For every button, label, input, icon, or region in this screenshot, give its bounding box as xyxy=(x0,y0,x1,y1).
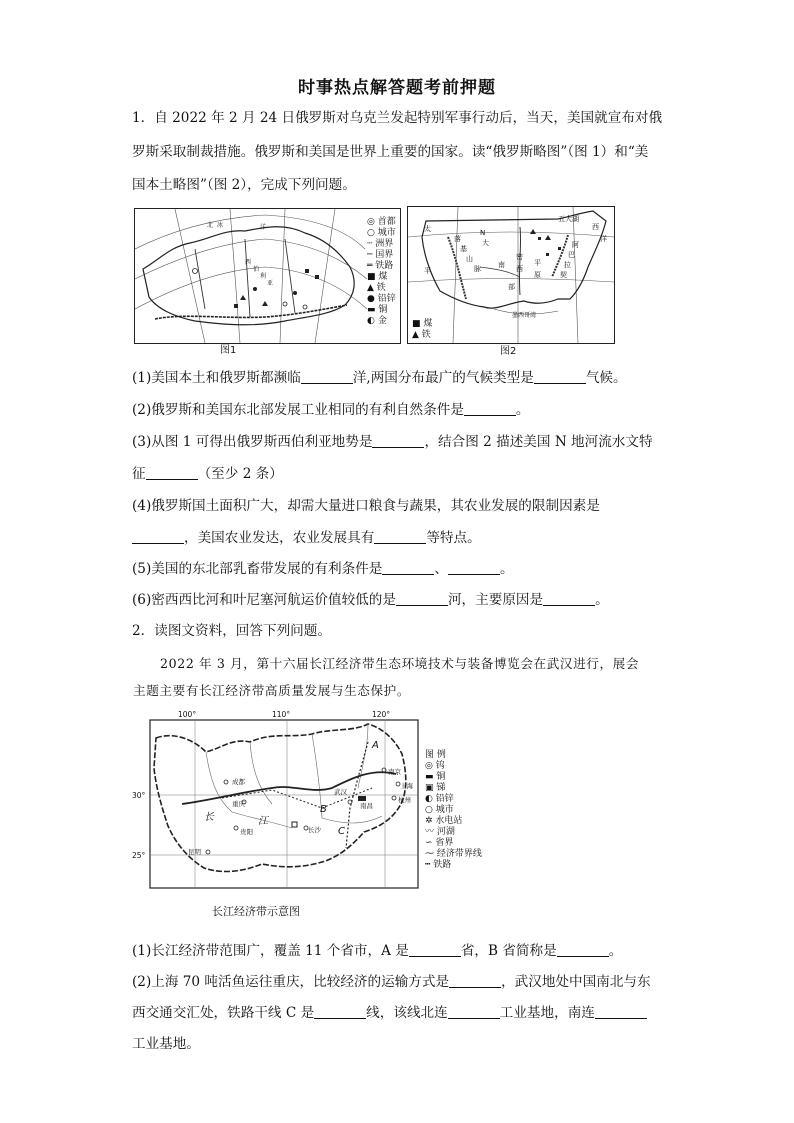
city-chengdu: 成都 xyxy=(232,778,245,786)
label-mi: 密 xyxy=(516,253,523,261)
blank xyxy=(409,942,461,957)
blank xyxy=(557,942,609,957)
label-ji: 基 xyxy=(460,245,467,253)
label-b: B xyxy=(320,804,327,815)
legend-railway: ═ 铁路 xyxy=(367,261,394,271)
lat-30: 30° xyxy=(132,791,146,800)
label-xi2: 西 xyxy=(516,265,523,273)
russia-map xyxy=(134,208,401,344)
q2-line1: 2．读图文资料，回答下列问题。 xyxy=(132,623,331,639)
city-nanjing: 南京 xyxy=(388,768,401,776)
svg-text:伯: 伯 xyxy=(253,266,260,273)
label-nan: 南 xyxy=(498,261,505,269)
q2-sub1: (1)长江经济带范围广，覆盖 11 个省市，A 是 省，B 省简称是 。 xyxy=(132,943,623,959)
label-luo: 落 xyxy=(454,235,461,243)
label-jiang: 江 xyxy=(258,816,268,827)
label-yuan: 原 xyxy=(534,271,541,279)
label-shan: 山 xyxy=(466,255,473,263)
blank xyxy=(146,465,198,480)
city-chongqing: 重庆 xyxy=(232,800,245,808)
russia-map-drawing xyxy=(135,209,400,343)
city-changsha: 长沙 xyxy=(308,826,321,834)
label-la: 拉 xyxy=(564,261,571,269)
city-nanchang: 南昌 xyxy=(360,802,373,810)
label-ping: 平 xyxy=(424,267,431,275)
russia-map-legend xyxy=(367,217,396,327)
svg-text:北: 北 xyxy=(207,222,214,229)
legend-city: ○ 城市 xyxy=(425,805,454,815)
blank xyxy=(543,591,595,606)
legend-province-boundary: ∽ 省界 xyxy=(425,838,454,848)
yangtze-map-caption: 长江经济带示意图 xyxy=(212,905,300,918)
label-xi: 西 xyxy=(592,223,599,231)
city-kunming: 昆明 xyxy=(188,848,201,856)
svg-text:冰: 冰 xyxy=(217,222,224,229)
usa-map-drawing xyxy=(408,207,614,343)
city-shanghai: 上海 xyxy=(400,782,413,790)
city-hangzhou: 杭州 xyxy=(398,796,411,804)
label-qi: 契 xyxy=(560,271,567,279)
label-yang: 洋 xyxy=(600,235,607,243)
legend-iron: ▲ 铁 xyxy=(412,330,431,340)
legend-river-lake: 〰 河湖 xyxy=(425,827,455,837)
lon-120: 120° xyxy=(372,710,391,719)
svg-text:亚: 亚 xyxy=(267,280,274,287)
q1-sub1: (1)美国本土和俄罗斯都濒临 洋,两国分布最广的气候类型是 气候。 xyxy=(132,370,627,386)
label-bu: 部 xyxy=(508,283,515,291)
legend-antimony: ▣ 锑 xyxy=(425,783,446,793)
q1-line3: 国本土略图”（图 2），完成下列问题。 xyxy=(132,177,356,193)
city-wuhan: 武汉 xyxy=(334,788,347,796)
legend-lead-zinc: ◐ 铅锌 xyxy=(425,794,454,804)
svg-text:洋: 洋 xyxy=(260,224,267,231)
label-a: A xyxy=(372,740,379,751)
blank xyxy=(595,1004,647,1019)
blank xyxy=(448,1004,500,1019)
q1-sub5: (5)美国的东北部乳畜带发展的有利条件是 、 。 xyxy=(132,561,514,577)
lat-25: 25° xyxy=(132,851,146,860)
legend-capital: ◎ 首都 xyxy=(367,217,396,227)
q1-sub4: (4)俄罗斯国土面积广大，却需大量进口粮食与蔬果，其农业发展的限制因素是 xyxy=(132,498,600,514)
blank xyxy=(372,433,424,448)
label-tai: 太 xyxy=(424,225,431,233)
label-lakes: 五大湖 xyxy=(558,215,579,223)
blank xyxy=(464,401,516,416)
legend-title: 图 例 xyxy=(425,750,446,760)
q1-line1: 1．自 2022 年 2 月 24 日俄罗斯对乌克兰发起特别军事行动后，当天，美国就宣布对俄 xyxy=(132,110,663,126)
blank xyxy=(448,560,500,575)
blank xyxy=(132,529,184,544)
q2-para1: 2022 年 3 月，第十六届长江经济带生态环境技术与装备博览会在武汉进行，展会 xyxy=(160,656,640,671)
blank xyxy=(374,529,426,544)
q1-sub2: (2)俄罗斯和美国东北部发展工业相同的有利自然条件是 。 xyxy=(132,402,530,418)
legend-coal: ■ 煤 xyxy=(367,272,388,282)
label-mai: 脉 xyxy=(474,265,481,273)
fig2-caption: 图2 xyxy=(500,346,517,357)
legend-belt-boundary: ⁓ 经济带界线 xyxy=(425,849,482,859)
city-guiyang: 贵阳 xyxy=(240,828,253,836)
label-c: C xyxy=(338,826,345,837)
label-mexico: 墨西哥湾 xyxy=(512,312,537,319)
label-da: 大 xyxy=(482,239,489,247)
label-pingyuan: 平 xyxy=(534,259,541,267)
blank xyxy=(396,591,448,606)
svg-text:利: 利 xyxy=(260,273,267,280)
legend-hydropower: ✲ 水电站 xyxy=(425,816,463,826)
label-pa: 巴 xyxy=(568,251,575,259)
blank xyxy=(301,369,353,384)
yangtze-map-legend xyxy=(425,750,482,871)
legend-copper: ▬ 铜 xyxy=(425,772,446,782)
legend-city: ○ 城市 xyxy=(367,228,396,238)
yangtze-map xyxy=(132,708,512,898)
usa-map xyxy=(407,206,615,344)
legend-coal: ■ 煤 xyxy=(412,319,433,329)
label-n: N xyxy=(480,229,486,237)
q2-sub2-end: 工业基地。 xyxy=(132,1036,200,1052)
blank xyxy=(449,973,501,988)
fig1-caption: 图1 xyxy=(220,345,237,356)
lon-110: 110° xyxy=(272,710,291,719)
q1-sub3: (3)从图 1 可得出俄罗斯西伯利亚地势是 ，结合图 2 描述美国 N 地河流水文特 xyxy=(132,434,653,450)
legend-iron: ▲ 铁 xyxy=(367,283,386,293)
blank xyxy=(314,1004,366,1019)
legend-railway: ┅ 铁路 xyxy=(425,860,452,870)
q1-sub3-cont: 征 （至少 2 条） xyxy=(132,466,283,482)
legend-continent-boundary: ┄ 洲界 xyxy=(367,239,394,249)
label-chang: 长 xyxy=(204,812,214,823)
blank xyxy=(382,560,434,575)
usa-map-legend xyxy=(412,319,432,341)
lon-100: 100° xyxy=(178,710,197,719)
page-title: 时事热点解答题考前押题 xyxy=(298,78,496,98)
legend-border: ─ 国界 xyxy=(367,250,394,260)
legend-lead-zinc: ● 铅锌 xyxy=(367,294,396,304)
label-a: 阿 xyxy=(572,241,579,249)
q2-sub2: (2)上海 70 吨活鱼运往重庆，比较经济的运输方式是 ，武汉地处中国南北与东 xyxy=(132,974,651,990)
legend-copper: ▬ 铜 xyxy=(367,305,388,315)
blank xyxy=(534,369,586,384)
q1-sub6: (6)密西西比河和叶尼塞河航运价值较低的是 河，主要原因是 。 xyxy=(132,592,609,608)
q1-line2: 罗斯采取制裁措施。俄罗斯和美国是世界上重要的国家。读“俄罗斯略图”（图 1）和“美 xyxy=(132,144,649,160)
q2-sub2-cont: 西交通交汇处，铁路干线 C 是 线，该线北连 工业基地，南连 xyxy=(132,1003,647,1023)
svg-text:西: 西 xyxy=(245,259,252,266)
q2-para2: 主题主要有长江经济带高质量发展与生态保护。 xyxy=(133,683,411,698)
legend-tungsten: ◎ 钨 xyxy=(425,761,445,771)
q1-sub4-cont: ，美国农业发达，农业发展具有 等特点。 xyxy=(132,528,481,548)
legend-gold: ◐ 金 xyxy=(367,316,387,326)
